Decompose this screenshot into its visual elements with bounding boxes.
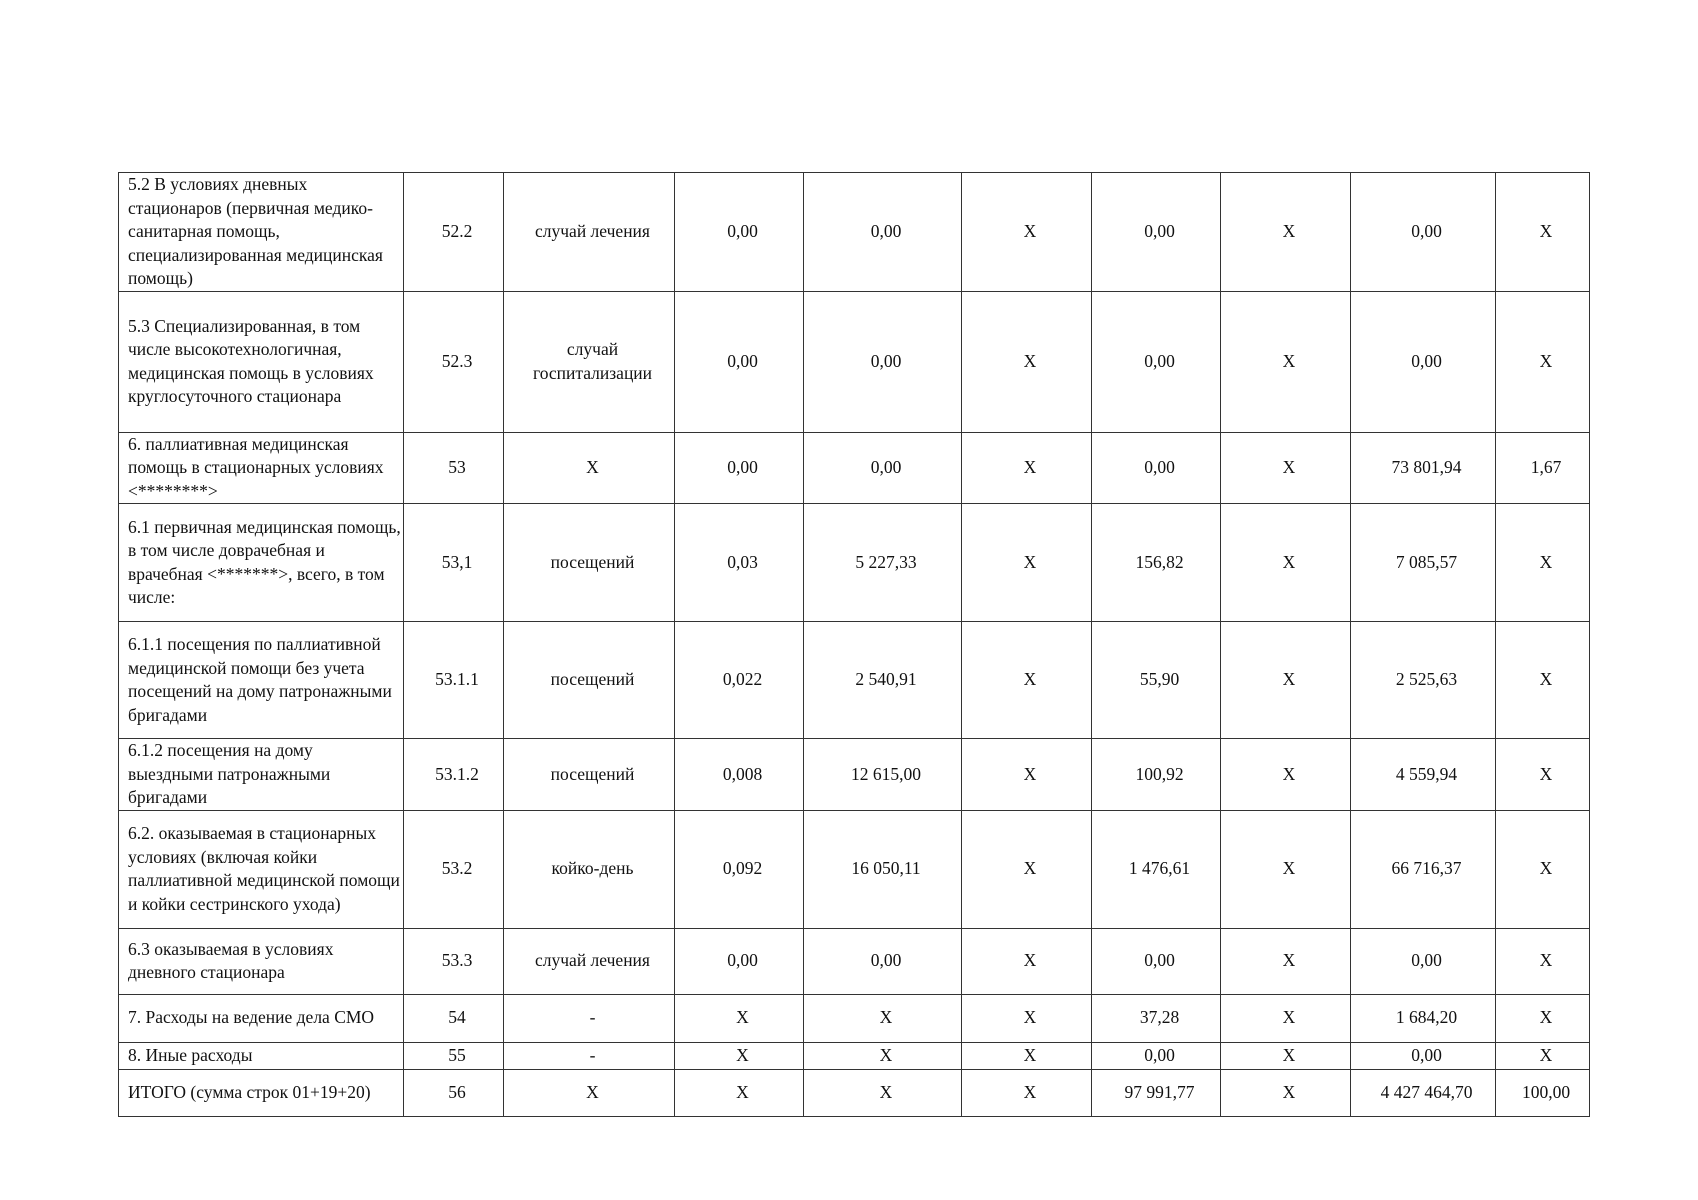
value-cell: X [1221, 739, 1351, 811]
row-name-cell: 7. Расходы на ведение дела СМО [119, 994, 404, 1042]
value-cell: 4 559,94 [1351, 739, 1496, 811]
value-cell: X [962, 173, 1092, 292]
row-code-cell: 53.1.2 [404, 739, 504, 811]
row-name-cell: 6.1.1 посещения по паллиативной медицинской помощи без учета посещений на дому патронажными бригадами [119, 622, 404, 739]
row-name-cell: 6.2. оказываемая в стационарных условиях (включая койки паллиативной медицинской помощи и койки сестринского ухода) [119, 810, 404, 928]
value-cell: 1,67 [1496, 432, 1590, 504]
table-row [119, 1042, 1590, 1069]
value-cell: 12 615,00 [804, 739, 962, 811]
row-code-cell: 56 [404, 1069, 504, 1116]
value-cell: 0,092 [675, 810, 804, 928]
value-cell: X [962, 622, 1092, 739]
table-row [119, 739, 1590, 811]
value-cell: 2 525,63 [1351, 622, 1496, 739]
value-cell: 2 540,91 [804, 622, 962, 739]
value-cell: 0,022 [675, 622, 804, 739]
value-cell: X [1221, 432, 1351, 504]
value-cell: 0,00 [675, 432, 804, 504]
value-cell: X [1496, 173, 1590, 292]
row-unit-cell: койко-день [504, 810, 675, 928]
value-cell: X [675, 1042, 804, 1069]
financing-table [118, 172, 1590, 1117]
value-cell: X [1221, 173, 1351, 292]
row-name-cell: 6.3 оказываемая в условиях дневного стационара [119, 928, 404, 994]
row-name-cell: ИТОГО (сумма строк 01+19+20) [119, 1069, 404, 1116]
value-cell: 0,00 [675, 291, 804, 432]
value-cell: 37,28 [1092, 994, 1221, 1042]
value-cell: X [962, 291, 1092, 432]
value-cell: 1 684,20 [1351, 994, 1496, 1042]
value-cell: X [1221, 994, 1351, 1042]
table-row [119, 622, 1590, 739]
row-name-cell: 6.1 первичная медицинская помощь, в том числе доврачебная и врачебная <*******>, всего, в том числе: [119, 504, 404, 622]
value-cell: 0,00 [1351, 1042, 1496, 1069]
row-code-cell: 52.2 [404, 173, 504, 292]
row-unit-cell: - [504, 1042, 675, 1069]
value-cell: 0,00 [1351, 173, 1496, 292]
row-name-cell: 6. паллиативная медицинская помощь в стационарных условиях <********> [119, 432, 404, 504]
value-cell: X [675, 994, 804, 1042]
value-cell: 16 050,11 [804, 810, 962, 928]
row-code-cell: 53.1.1 [404, 622, 504, 739]
value-cell: 97 991,77 [1092, 1069, 1221, 1116]
table-row [119, 810, 1590, 928]
value-cell: X [1496, 739, 1590, 811]
row-name-cell: 6.1.2 посещения на дому выездными патронажными бригадами [119, 739, 404, 811]
row-code-cell: 53 [404, 432, 504, 504]
value-cell: 0,00 [1351, 928, 1496, 994]
value-cell: X [1221, 1069, 1351, 1116]
value-cell: X [1496, 504, 1590, 622]
row-unit-cell: посещений [504, 622, 675, 739]
value-cell: 0,008 [675, 739, 804, 811]
value-cell: X [1496, 291, 1590, 432]
value-cell: 0,00 [1092, 432, 1221, 504]
value-cell: X [1221, 810, 1351, 928]
row-name-cell: 5.2 В условиях дневных стационаров (первичная медико-санитарная помощь, специализированная медицинская помощь) [119, 173, 404, 292]
value-cell: X [1496, 994, 1590, 1042]
value-cell: X [962, 810, 1092, 928]
table-row [119, 432, 1590, 504]
row-code-cell: 55 [404, 1042, 504, 1069]
value-cell: 0,00 [675, 173, 804, 292]
row-name-cell: 8. Иные расходы [119, 1042, 404, 1069]
value-cell: X [1496, 622, 1590, 739]
value-cell: 73 801,94 [1351, 432, 1496, 504]
value-cell: X [1221, 291, 1351, 432]
row-name-cell: 5.3 Специализированная, в том числе высокотехнологичная, медицинская помощь в условиях круглосуточного стационара [119, 291, 404, 432]
value-cell: X [1221, 1042, 1351, 1069]
value-cell: 0,00 [675, 928, 804, 994]
value-cell: X [1496, 810, 1590, 928]
value-cell: 0,00 [804, 291, 962, 432]
value-cell: 156,82 [1092, 504, 1221, 622]
value-cell: 0,00 [1092, 291, 1221, 432]
value-cell: 0,00 [804, 173, 962, 292]
table-row [119, 928, 1590, 994]
value-cell: 0,03 [675, 504, 804, 622]
value-cell: X [804, 994, 962, 1042]
table-row [119, 291, 1590, 432]
row-unit-cell: случай лечения [504, 173, 675, 292]
value-cell: X [804, 1042, 962, 1069]
value-cell: X [962, 739, 1092, 811]
value-cell: X [962, 928, 1092, 994]
row-unit-cell: X [504, 432, 675, 504]
row-unit-cell: случай лечения [504, 928, 675, 994]
row-unit-cell: посещений [504, 739, 675, 811]
value-cell: 100,92 [1092, 739, 1221, 811]
value-cell: X [962, 994, 1092, 1042]
row-code-cell: 52.3 [404, 291, 504, 432]
value-cell: 66 716,37 [1351, 810, 1496, 928]
value-cell: 0,00 [1092, 1042, 1221, 1069]
value-cell: 100,00 [1496, 1069, 1590, 1116]
value-cell: X [1221, 504, 1351, 622]
value-cell: 0,00 [1092, 173, 1221, 292]
value-cell: 0,00 [804, 432, 962, 504]
value-cell: X [962, 1042, 1092, 1069]
row-unit-cell: случай госпитализации [504, 291, 675, 432]
value-cell: X [675, 1069, 804, 1116]
value-cell: X [962, 1069, 1092, 1116]
value-cell: X [804, 1069, 962, 1116]
table-row [119, 504, 1590, 622]
value-cell: 7 085,57 [1351, 504, 1496, 622]
value-cell: 55,90 [1092, 622, 1221, 739]
value-cell: 5 227,33 [804, 504, 962, 622]
table-row [119, 173, 1590, 292]
value-cell: 0,00 [1351, 291, 1496, 432]
value-cell: X [962, 432, 1092, 504]
value-cell: X [1221, 622, 1351, 739]
row-unit-cell: - [504, 994, 675, 1042]
value-cell: 0,00 [1092, 928, 1221, 994]
table-row [119, 994, 1590, 1042]
table-row [119, 1069, 1590, 1116]
value-cell: X [1221, 928, 1351, 994]
value-cell: X [1496, 928, 1590, 994]
row-code-cell: 53,1 [404, 504, 504, 622]
row-code-cell: 54 [404, 994, 504, 1042]
value-cell: X [962, 504, 1092, 622]
value-cell: 0,00 [804, 928, 962, 994]
value-cell: X [1496, 1042, 1590, 1069]
row-code-cell: 53.3 [404, 928, 504, 994]
row-code-cell: 53.2 [404, 810, 504, 928]
row-unit-cell: X [504, 1069, 675, 1116]
row-unit-cell: посещений [504, 504, 675, 622]
value-cell: 1 476,61 [1092, 810, 1221, 928]
value-cell: 4 427 464,70 [1351, 1069, 1496, 1116]
